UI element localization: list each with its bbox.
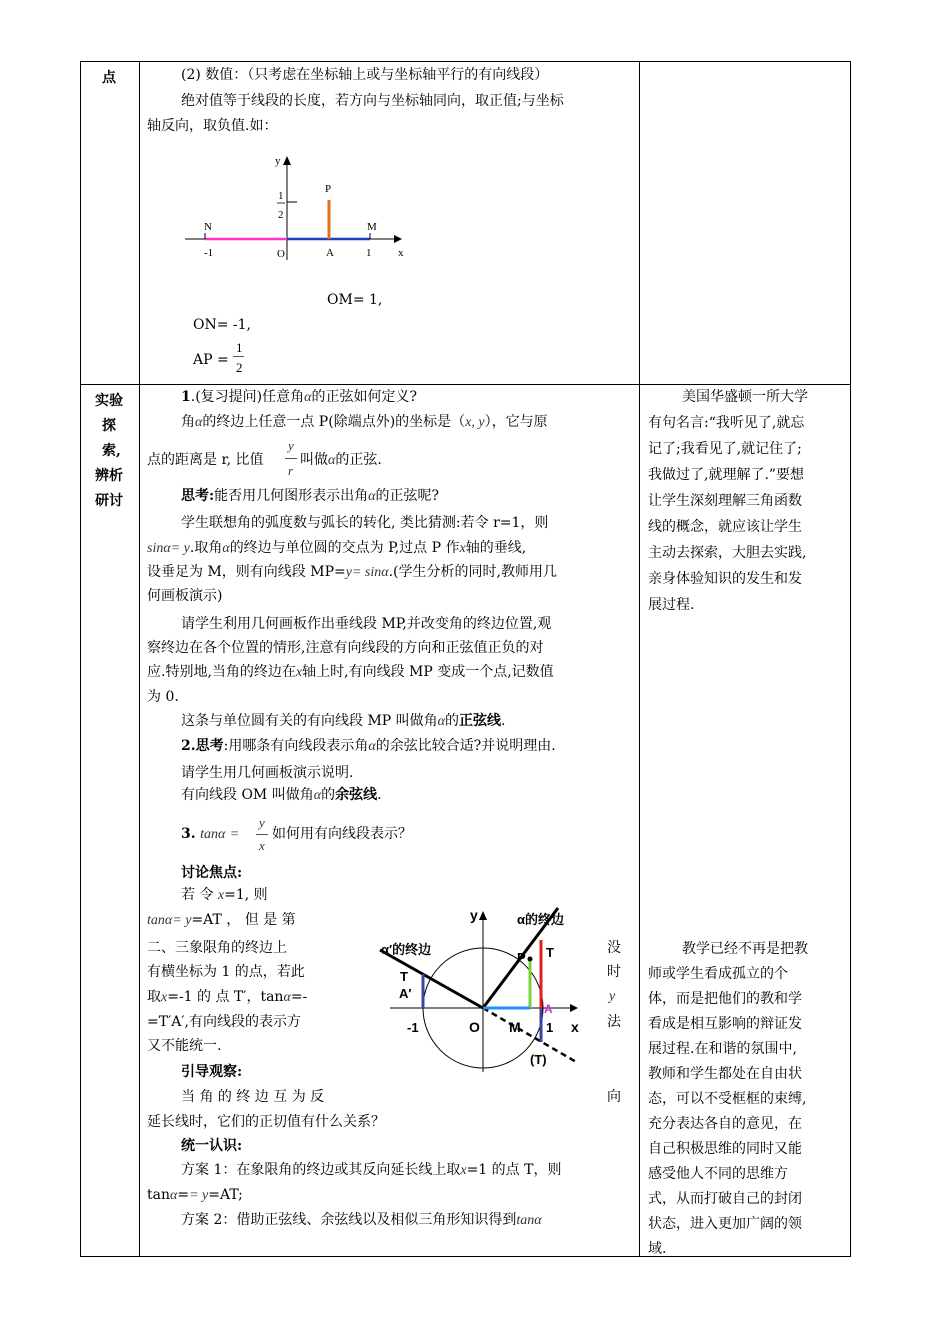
ap-frac-bar: [233, 356, 244, 357]
fig1-M-label: M: [367, 221, 377, 233]
p2: sinα= y.取角α的终边与单位圆的交点为 P,过点 P 作x轴的垂线,: [147, 540, 527, 556]
fig2-alpha-terminal-label: α的终边: [517, 912, 564, 927]
side-note-2-line-13: 域.: [648, 1241, 667, 1257]
side-note-1-line-7: 主动去探索，大胆去实践,: [648, 545, 807, 561]
fig2-Tprime-label: T: [400, 969, 408, 984]
side-note-1-line-2: 有句名言:“我听见了,就忘: [648, 415, 805, 431]
q1-line3-end: 叫做α的正弦.: [300, 452, 382, 468]
d6: =T′A′,有向线段的表示方: [147, 1014, 301, 1030]
guide-heading: 引导观察:: [181, 1064, 243, 1080]
side-note-2-line-8: 充分表达各自的意见，在: [648, 1116, 802, 1132]
fig1-half-den: 2: [278, 209, 284, 221]
side-note-1-line-9: 展过程.: [648, 597, 695, 613]
right-frag-mei: 没: [607, 940, 621, 956]
on-value: ON= -1,: [193, 317, 251, 333]
fig1-P-label: P: [325, 183, 332, 195]
scheme1-line2: tanα== y=AT;: [147, 1187, 243, 1203]
side-note-2-line-5: 展过程.在和谐的氛围中,: [648, 1041, 797, 1057]
q1-line3: 点的距离是 r, 比值: [147, 452, 264, 468]
fig1-neg1-label: -1: [204, 247, 214, 259]
fig2-O-label: O: [469, 1019, 480, 1035]
table-border-right: [850, 61, 851, 1257]
table-border-top: [80, 61, 851, 62]
q3-text: 如何用有向线段表示？: [272, 826, 412, 842]
fig2-Tparen-label: (T): [530, 1052, 547, 1067]
row2-label-3: 索,: [102, 443, 121, 459]
fig1-N-label: N: [204, 221, 212, 233]
side-note-2-line-1: 教学已经不再是把教: [682, 941, 808, 957]
q3-frac-y: y: [259, 815, 265, 830]
row1-line2: 绝对值等于线段的长度，若方向与坐标轴同向，取正值;与坐标: [181, 93, 564, 109]
fig2-Aprime-label: A′: [399, 986, 412, 1001]
row1-label: 点: [102, 70, 116, 86]
d5: 取x=-1 的 点 T′，tanα=-: [147, 989, 308, 1005]
d1: 若 令 x=1, 则: [181, 887, 268, 903]
q2-line2: 请学生用几何画板演示说明.: [181, 765, 354, 781]
fig1-O-label: O: [277, 248, 285, 260]
side-note-2-line-12: 状态，进入更加广阔的领: [648, 1216, 802, 1232]
p7: 应.特别地,当角的终边在x轴上时,有向线段 MP 变成一个点,记数值: [147, 664, 554, 680]
right-frag-shi: 时: [607, 964, 621, 980]
side-note-2-line-6: 教师和学生都处在自由状: [648, 1066, 802, 1082]
p9: 这条与单位圆有关的有向线段 MP 叫做角α的正弦线.: [181, 713, 506, 729]
p8: 为 0.: [147, 689, 179, 705]
right-frag-y: y: [609, 989, 616, 1004]
side-note-1-line-6: 线的概念，就应该让学生: [648, 519, 802, 535]
frac-y-r-bar: [285, 458, 297, 459]
fig2-M-label: M: [509, 1019, 521, 1035]
side-note-1-line-4: 我做过了,就理解了.”要想: [648, 467, 805, 483]
side-note-2-line-3: 体，而是把他们的教和学: [648, 991, 802, 1007]
fig2-x-label: x: [571, 1019, 579, 1035]
d4: 有横坐标为 1 的点，若此: [147, 964, 305, 980]
ap-label: AP =: [193, 352, 229, 368]
side-note-1-line-5: 让学生深刻理解三角函数: [648, 493, 802, 509]
table-col-divider-1: [139, 61, 140, 1257]
question-1: 1.(复习提问)任意角α的正弦如何定义?: [181, 389, 417, 405]
p5: 请学生利用几何画板作出垂线段 MP,并改变角的终边位置,观: [181, 616, 552, 632]
row2-label-1: 实验: [95, 393, 123, 409]
side-note-2-line-7: 态，可以不受框框的束缚,: [648, 1091, 807, 1107]
q3-frac-bar: [256, 834, 268, 835]
side-note-2-line-4: 看成是相互影响的辩证发: [648, 1016, 802, 1032]
om-value: OM= 1,: [327, 292, 383, 308]
fig2-one-label: 1: [546, 1020, 554, 1035]
d2: tanα= y=AT ， 但 是 第: [147, 912, 296, 928]
side-note-2-line-11: 式，从而打破自己的封闭: [648, 1191, 802, 1207]
discussion-heading: 讨论焦点:: [181, 865, 243, 881]
fig1-A-label: A: [326, 247, 334, 259]
p4: 何画板演示): [147, 588, 223, 604]
ap-frac-num: 1: [236, 340, 243, 355]
fig1-y-label: y: [275, 155, 281, 167]
q3: 3. tanα =: [181, 826, 240, 842]
fig1-one-label: 1: [366, 247, 372, 259]
side-note-1-line-1: 美国华盛顿一所大学: [682, 389, 808, 405]
ap-frac-den: 2: [236, 360, 243, 375]
right-frag-fa: 法: [607, 1014, 621, 1030]
p1: 学生联想角的弧度数与弧长的转化, 类比猜测:若令 r=1，则: [181, 515, 549, 531]
frac-r: r: [288, 463, 294, 478]
unit-circle-figure: [370, 900, 600, 1075]
number-line-figure: [170, 150, 420, 270]
table-col-divider-2: [639, 61, 640, 1257]
fig2-A-label: A: [544, 1002, 553, 1016]
right-frag-xiang: 向: [607, 1089, 621, 1105]
q3-frac-x: x: [259, 838, 265, 853]
unify-heading: 统一认识:: [181, 1138, 243, 1154]
fig2-y-label: y: [470, 907, 478, 923]
side-note-1-line-8: 亲身体验知识的发生和发: [648, 571, 802, 587]
row2-label-2: 探: [102, 418, 116, 434]
side-note-2-line-10: 感受他人不同的思维方: [648, 1166, 788, 1182]
q1-line2: 角α的终边上任意一点 P(除端点外)的坐标是（x, y），它与原: [181, 414, 548, 430]
table-border-left: [80, 61, 81, 1257]
side-note-2-line-2: 师或学生看成孤立的个: [648, 966, 788, 982]
d3: 二、三象限角的终边上: [147, 940, 287, 956]
fig1-half-num: 1: [278, 190, 284, 202]
table-border-bottom: [80, 1256, 851, 1257]
fig2-P-label: P: [517, 950, 526, 965]
side-note-1-line-3: 记了;我看见了,就记住了;: [648, 441, 802, 457]
fig1-x-label: x: [398, 247, 404, 259]
guide-line2: 延长线时，它们的正切值有什么关系？: [147, 1114, 385, 1130]
frac-y: y: [288, 438, 294, 453]
scheme2: 方案 2：借助正弦线、余弦线以及相似三角形知识得到tanα: [181, 1212, 542, 1228]
d7: 又不能统一.: [147, 1038, 222, 1054]
row1-line1: (2) 数值：（只考虑在坐标轴上或与坐标轴平行的有向线段）: [181, 67, 549, 83]
side-note-2-line-9: 自己积极思维的同时又能: [648, 1141, 802, 1157]
q2: 2.思考:用哪条有向线段表示角α的余弦比较合适?并说明理由.: [181, 738, 556, 754]
scheme1: 方案 1：在象限角的终边或其反向延长线上取x=1 的点 T，则: [181, 1162, 562, 1178]
row2-label-4: 辨析: [95, 468, 123, 484]
p3: 设垂足为 M，则有向线段 MP=y= sinα.(学生分析的同时,教师用几: [147, 564, 557, 580]
row2-label-5: 研讨: [95, 493, 123, 509]
q2-line3: 有向线段 OM 叫做角α的余弦线.: [181, 787, 382, 803]
guide-line1: 当 角 的 终 边 互 为 反: [181, 1089, 325, 1105]
row1-line3: 轴反向，取负值.如：: [147, 118, 278, 134]
fig2-alpha-prime-terminal-label: α′的终边: [381, 942, 432, 957]
think-line: 思考:能否用几何图形表示出角α的正弦呢?: [181, 488, 440, 504]
fig2-T-label: T: [546, 945, 554, 960]
fig2-neg1-label: -1: [407, 1020, 419, 1035]
p6: 察终边在各个位置的情形,注意有向线段的方向和正弦值正负的对: [147, 640, 544, 656]
